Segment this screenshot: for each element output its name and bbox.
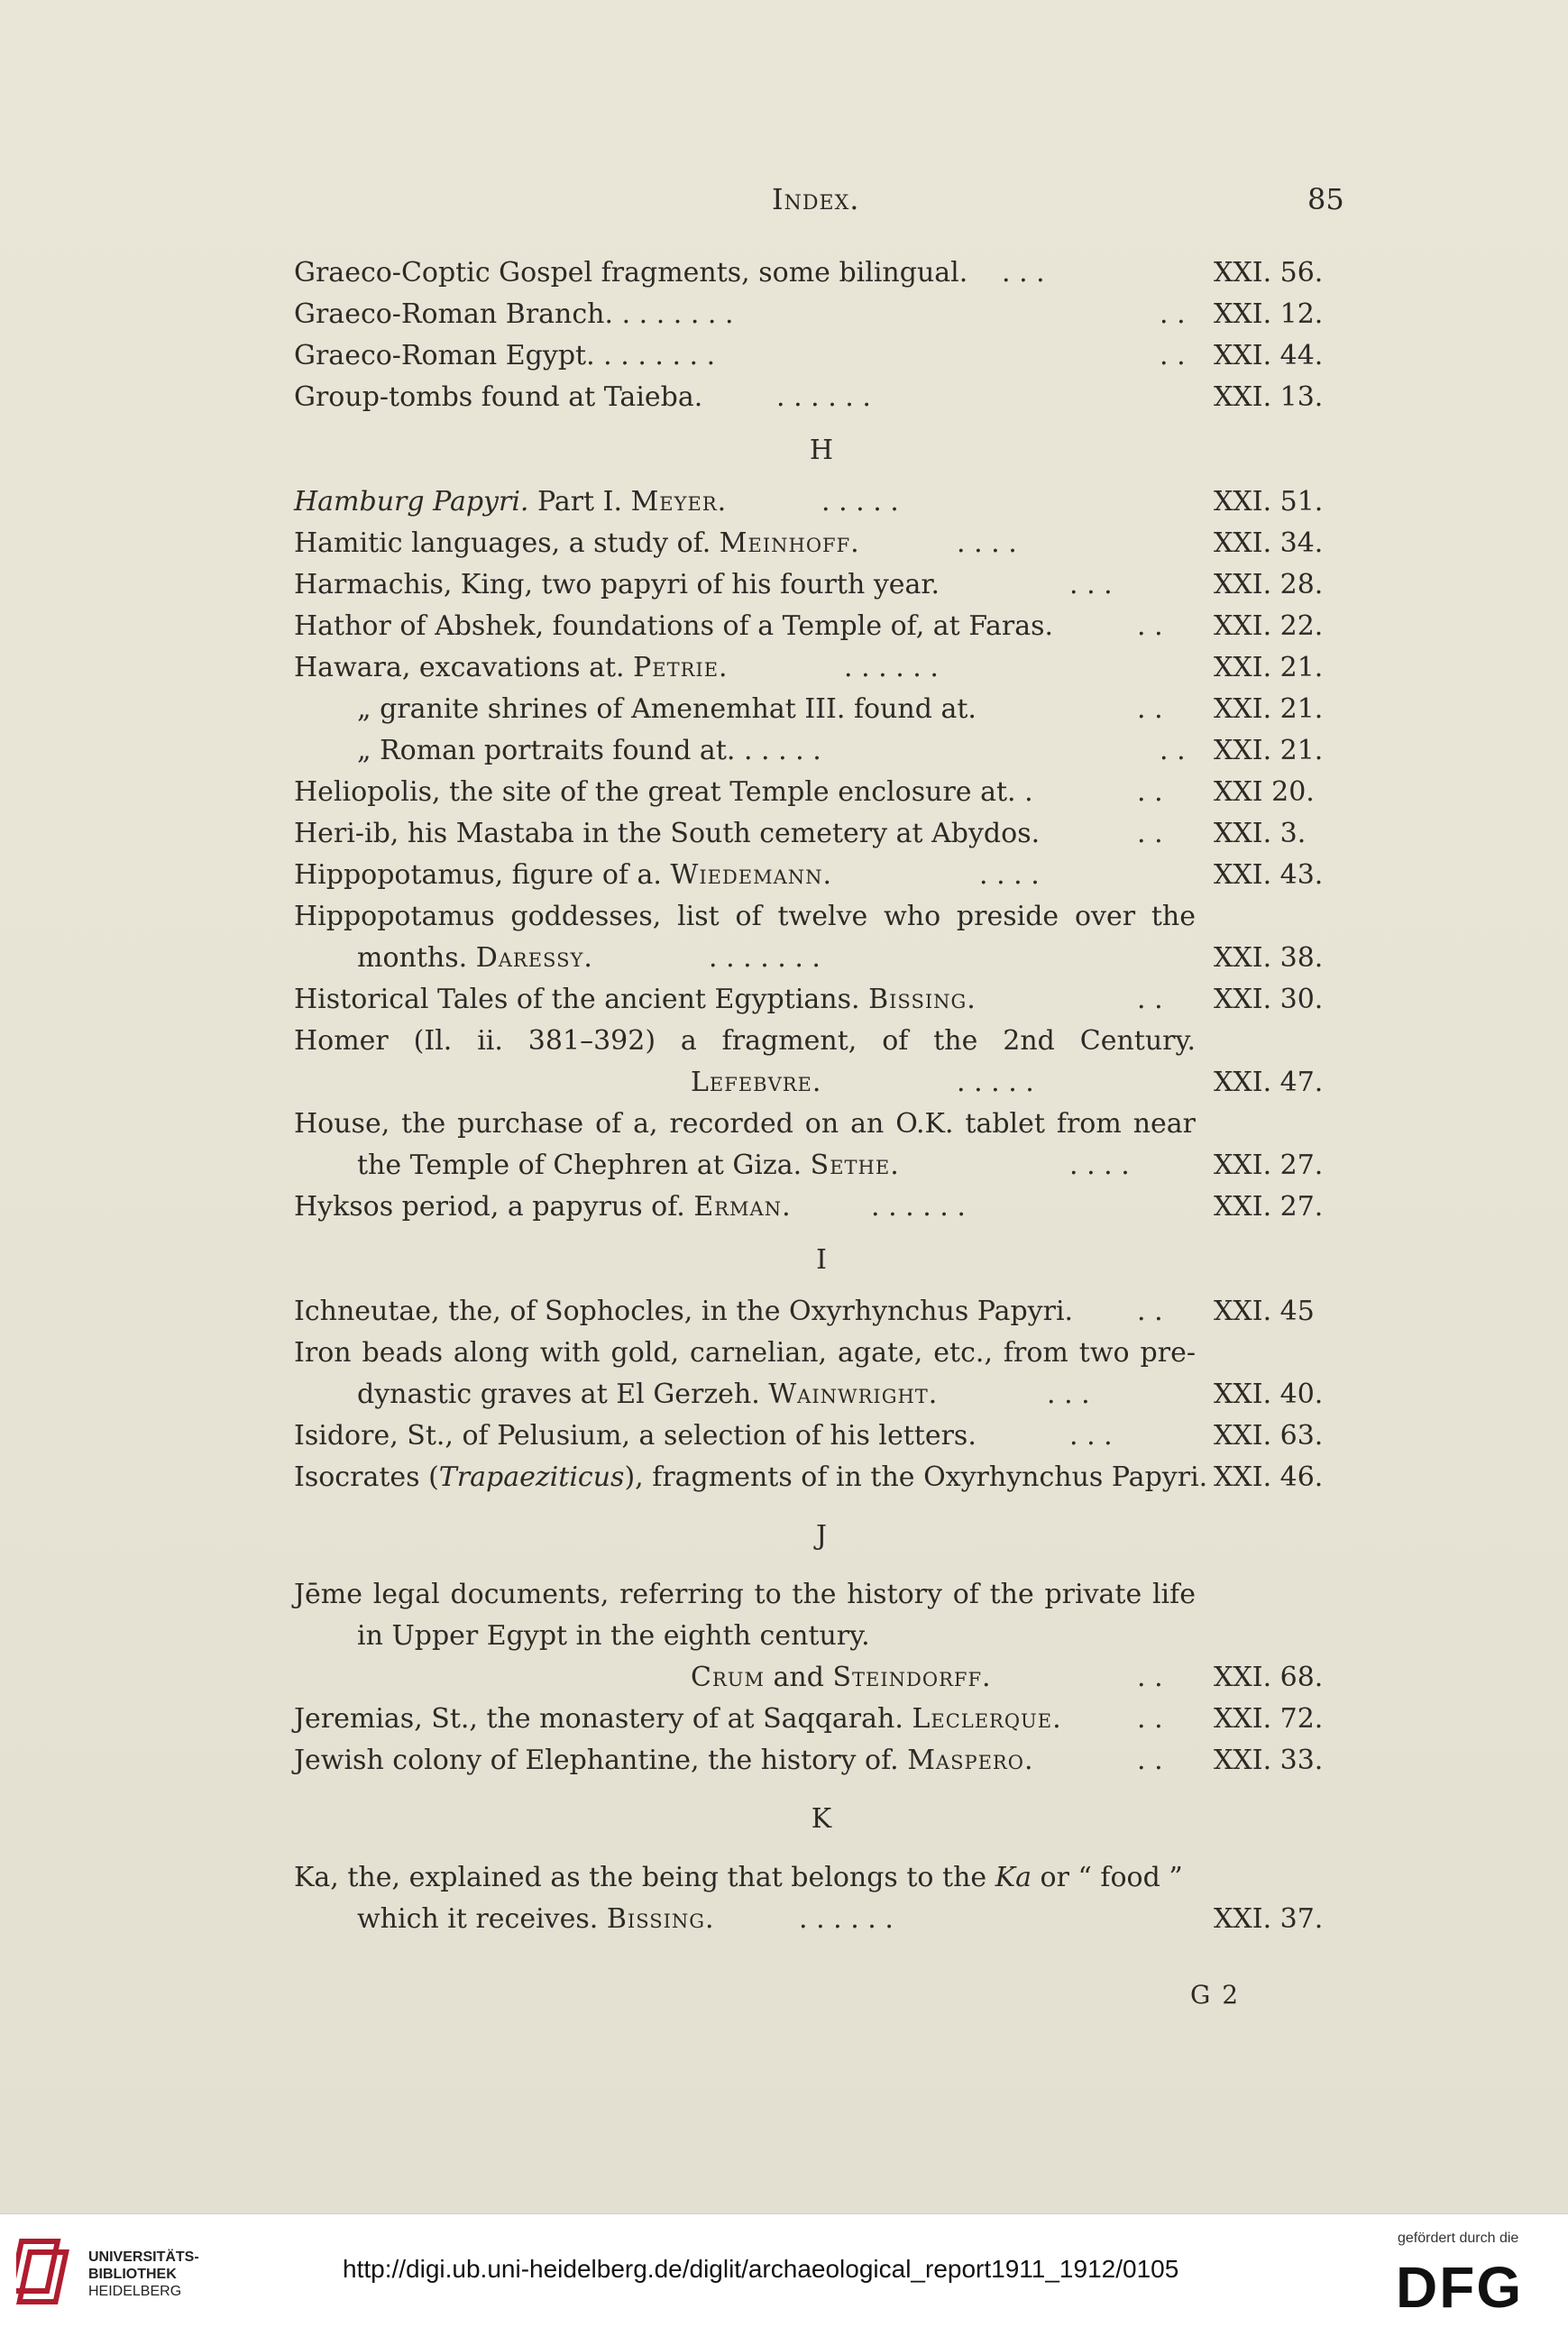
index-entry: Homer (Il. ii. 381–392) a fragment, of the 2nd Century.: [294, 1025, 1196, 1057]
university-library-logo-icon: [16, 2232, 79, 2304]
index-entry: „ granite shrines of Amenemhat III. found at. . . XXI. 21.: [357, 693, 1324, 725]
index-entry: Hippopotamus goddesses, list of twelve who preside over the: [294, 901, 1196, 932]
index-entry: Ka, the, explained as the being that belongs to the Ka or “ food ”: [294, 1862, 1183, 1893]
index-entry: months. Daressy. . . . . . . . XXI. 38.: [357, 942, 1324, 974]
section-letter-j: J: [815, 1520, 828, 1552]
index-entry: Iron beads along with gold, carnelian, agate, etc., from two pre-: [294, 1337, 1196, 1369]
section-letter-h: H: [809, 435, 834, 466]
page-header: [0, 182, 1568, 227]
index-entry: Crum and Steindorff. . . XXI. 68.: [691, 1662, 1324, 1693]
index-entry: Hawara, excavations at. Petrie. . . . . . . XXI. 21.: [294, 652, 1324, 683]
index-entry: which it receives. Bissing. . . . . . . XXI. 37.: [357, 1903, 1324, 1935]
index-entry: Hippopotamus, figure of a. Wiedemann. . . . . XXI. 43.: [294, 859, 1324, 891]
section-letter-k: K: [811, 1803, 832, 1835]
index-entry: Lefebvre. . . . . . XXI. 47.: [691, 1067, 1324, 1098]
index-entry: Graeco-Coptic Gospel fragments, some bilingual. . . . XXI. 56.: [294, 257, 1324, 289]
index-entry: Ichneutae, the, of Sophocles, in the Oxyrhynchus Papyri. . . XXI. 45: [294, 1296, 1315, 1327]
index-entry: Isidore, St., of Pelusium, a selection of his letters. . . . XXI. 63.: [294, 1420, 1324, 1452]
section-letter-i: I: [816, 1244, 827, 1276]
institution-name: UNIVERSITÄTS- BIBLIOTHEK HEIDELBERG: [88, 2249, 199, 2299]
index-entry: Graeco-Roman Egypt. . . . . . . . . . XXI. 44.: [294, 340, 1324, 371]
index-entry: Harmachis, King, two papyri of his fourth year. . . . XXI. 28.: [294, 569, 1324, 600]
index-entry: in Upper Egypt in the eighth century.: [357, 1620, 870, 1652]
index-entry: Jewish colony of Elephantine, the history of. Maspero. . . XXI. 33.: [294, 1745, 1324, 1776]
index-entry: Hamitic languages, a study of. Meinhoff. . . . . XXI. 34.: [294, 527, 1324, 559]
index-entry: Group-tombs found at Taieba. . . . . . . XXI. 13.: [294, 381, 1324, 413]
index-entry: dynastic graves at El Gerzeh. Wainwright. . . . XXI. 40.: [357, 1379, 1324, 1410]
index-entry: Graeco-Roman Branch. . . . . . . . . . XXI. 12.: [294, 298, 1324, 330]
index-entry: Heri-ib, his Mastaba in the South cemetery at Abydos. . . XXI. 3.: [294, 818, 1307, 849]
index-entry: Hyksos period, a papyrus of. Erman. . . . . . . XXI. 27.: [294, 1191, 1324, 1223]
index-entry: Jeremias, St., the monastery of at Saqqarah. Leclerque. . . XXI. 72.: [294, 1703, 1324, 1735]
funding-caption: gefördert durch die: [1398, 2231, 1519, 2246]
index-entry: Hamburg Papyri. Part I. Meyer. . . . . . XXI. 51.: [294, 486, 1324, 518]
index-entry: House, the purchase of a, recorded on an O.K. tablet from near: [294, 1108, 1196, 1140]
footer-bar: [0, 2213, 1568, 2327]
page-title: Index.: [772, 182, 860, 216]
index-entry: Jēme legal documents, referring to the history of the private life: [294, 1579, 1196, 1610]
index-entry: „ Roman portraits found at. . . . . . . . XXI. 21.: [357, 735, 1324, 766]
index-entry: the Temple of Chephren at Giza. Sethe. . . . . XXI. 27.: [357, 1150, 1324, 1181]
dfg-logo: DFG: [1396, 2255, 1524, 2320]
index-entries: [294, 252, 1345, 1940]
page-number: 85: [1307, 182, 1344, 216]
index-entry: Heliopolis, the site of the great Temple enclosure at. . . . XXI 20.: [294, 776, 1315, 808]
index-entry: Historical Tales of the ancient Egyptians. Bissing. . . XXI. 30.: [294, 984, 1324, 1015]
signature-mark: G 2: [1190, 1980, 1241, 2010]
source-url-link[interactable]: http://digi.ub.uni-heidelberg.de/diglit/archaeological_report1911_1912/0105: [343, 2255, 1179, 2283]
index-entry: Hathor of Abshek, foundations of a Temple of, at Faras. . . XXI. 22.: [294, 610, 1324, 642]
index-entry: Isocrates (Trapaeziticus), fragments of in the Oxyrhynchus Papyri. XXI. 46.: [294, 1461, 1324, 1493]
